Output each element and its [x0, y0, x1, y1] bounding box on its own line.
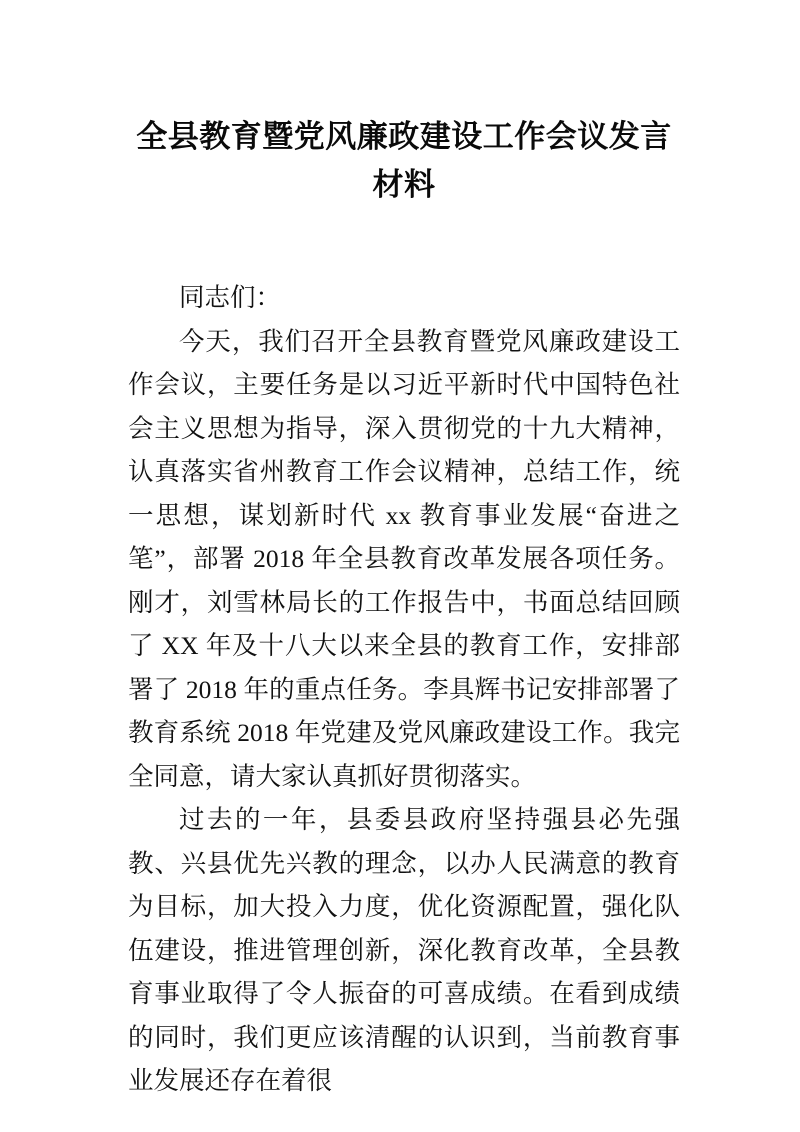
salutation-line: 同志们： — [179, 283, 282, 312]
body-paragraph-2: 过去的一年，县委县政府坚持强县必先强教、兴县优先兴教的理念，以办人民满意的教育为目标，加大投入力度，优化资源配置，强化队伍建设，推进管理创新，深化教育改革，全县教育事业取得了令人振奋的可喜成绩。在看到成绩的同时，我们更应该清醒的认识到，当前教育事业发展还存在着很 — [128, 805, 680, 1095]
page-title: 全县教育暨党风廉政建设工作会议发言材料 — [136, 118, 672, 202]
body-paragraph-1: 今天，我们召开全县教育暨党风廉政建设工作会议，主要任务是以习近平新时代中国特色社会主义思想为指导，深入贯彻党的十九大精神，认真落实省州教育工作会议精神，总结工作，统一思想，谋划新时代 xx 教育事业发展“奋进之笔”，部署 2018 年全县教育改革发展各项任务。刚才，刘雪林局长的工作报告中，书面总结回顾了 XX 年及十八大以来全县的教育工作，安排部署了 2018 年的重点任务。李具辉书记安排部署了教育系统 2018 年党建及党风廉政建设工作。我完全同意，请大家认真抓好贯彻落实。 — [128, 326, 680, 791]
document-body — [128, 276, 680, 1103]
